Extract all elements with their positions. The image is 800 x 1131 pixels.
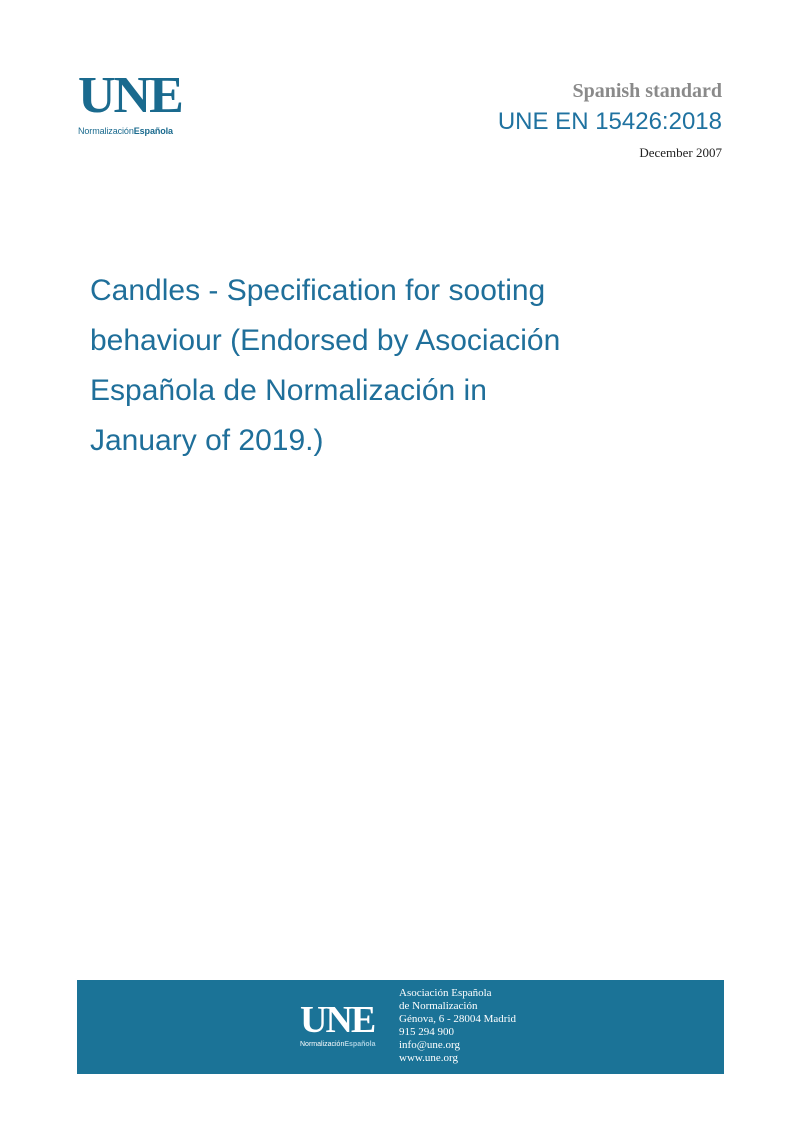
address-line: Génova, 6 - 28004 Madrid bbox=[399, 1013, 517, 1025]
logo-sub-normalizacion: Normalización bbox=[78, 126, 134, 136]
standard-code: UNE EN 15426:2018 bbox=[497, 108, 722, 135]
title-line: behaviour (Endorsed by Asociación bbox=[90, 324, 561, 357]
standard-label: Spanish standard bbox=[572, 80, 722, 102]
footer-band bbox=[77, 980, 724, 1074]
logo-sub-espanola: Española bbox=[133, 126, 173, 136]
address-line: de Normalización bbox=[399, 1000, 478, 1012]
title-line: Española de Normalización in bbox=[90, 374, 487, 407]
une-logo bbox=[78, 67, 228, 142]
logo-subtitle bbox=[78, 126, 228, 136]
footer-logo-sub-normalizacion: Normalización bbox=[300, 1041, 345, 1048]
footer-logo-subtitle bbox=[300, 1041, 390, 1048]
footer-logo-sub-espanola: Española bbox=[344, 1041, 376, 1048]
address-line: Asociación Española bbox=[399, 987, 492, 999]
footer-une-logo bbox=[300, 999, 390, 1048]
standard-header bbox=[498, 78, 722, 162]
title-line: Candles - Specification for sooting bbox=[90, 274, 546, 307]
logo-mark: UNE bbox=[78, 67, 182, 124]
title-line: January of 2019.) bbox=[90, 424, 324, 457]
footer-logo-mark: UNE bbox=[300, 999, 375, 1041]
email-link[interactable]: info@une.org bbox=[399, 1039, 460, 1051]
website-link[interactable]: www.une.org bbox=[399, 1052, 458, 1064]
standard-date: December 2007 bbox=[639, 145, 722, 160]
phone-number: 915 294 900 bbox=[399, 1026, 454, 1038]
document-title bbox=[90, 266, 650, 466]
footer-address bbox=[399, 987, 516, 1065]
